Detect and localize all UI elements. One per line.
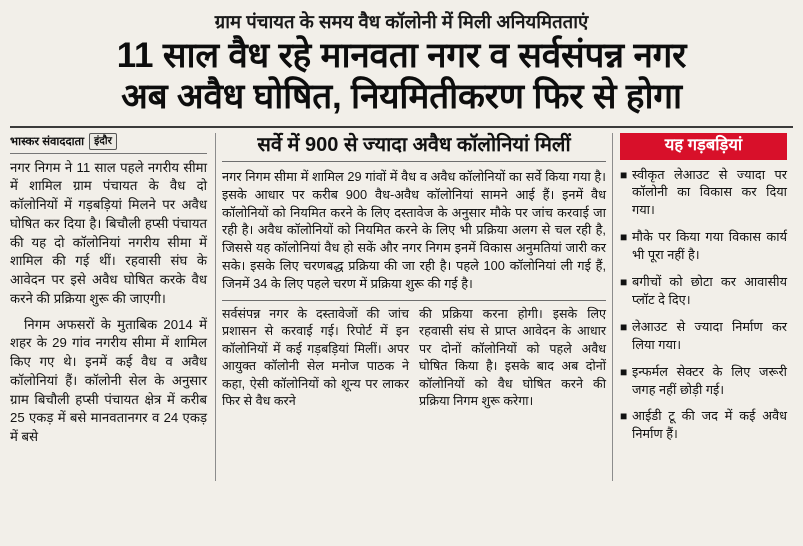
sub-headline: सर्वे में 900 से ज्यादा अवैध कॉलोनियां मिलीं bbox=[257, 133, 571, 156]
list-item bbox=[620, 318, 787, 354]
page-title bbox=[10, 35, 793, 118]
list-item bbox=[620, 407, 787, 443]
list-item-text: इन्फर्मल सेक्टर के लिए जरूरी जगह नहीं छोड़ी गई। bbox=[632, 363, 787, 397]
column-divider-left bbox=[215, 133, 216, 481]
middle-bottom-left-paragraph: सर्वसंपन्न नगर के दस्तावेजों की जांच प्रशासन से करवाई गई। रिपोर्ट में इन कॉलोनियों में कई गड़बड़ियां मिलीं। अपर आयुक्त कॉलोनी सेल मनोज पाठक ने कहा, ऐसी कॉलोनियों को शून्य पर लाकर फिर से वैध करने bbox=[222, 307, 409, 408]
sub-headline-divider bbox=[222, 161, 606, 162]
list-item-text: मौके पर किया गया विकास कार्य भी पूरा नहीं है। bbox=[632, 229, 787, 263]
headline-line-2: अब अवैध घोषित, नियमितीकरण फिर से होगा bbox=[121, 77, 682, 117]
header-divider bbox=[10, 126, 793, 128]
list-item bbox=[620, 228, 787, 264]
middle-bottom-right bbox=[419, 306, 606, 417]
middle-two-column-block bbox=[222, 306, 606, 417]
article-columns bbox=[10, 133, 793, 481]
middle-bottom-right-paragraph: की प्रक्रिया करना होगी। इसके लिए रहवासी संघ से प्राप्त आवेदन के आधार पर दोनों कॉलोनियों को पहले अवैध घोषित किया है। इसके बाद अब दोनों कॉलोनियों को वैध घोषित करने की प्रक्रिया निगम शुरू करेगा। bbox=[419, 307, 606, 408]
byline-city: इंदौर bbox=[89, 133, 117, 150]
middle-intro-block bbox=[222, 168, 606, 293]
kicker-text: ग्राम पंचायत के समय वैध कॉलोनी में मिली अनियमितताएं bbox=[214, 11, 589, 32]
headline-line-1: 11 साल वैध रहे मानवता नगर व सर्वसंपन्न नगर bbox=[116, 36, 687, 76]
square-bullet-icon: ■ bbox=[620, 364, 628, 379]
middle-block-divider bbox=[222, 300, 606, 301]
sidebar-list bbox=[620, 166, 787, 444]
left-paragraph-1: नगर निगम ने 11 साल पहले नगरीय सीमा में शामिल ग्राम पंचायत के वैध दो कॉलोनियों में गड़बड़ियां मिलने पर अवैध घोषित कर दिया है। बिचौली हप्सी पंचायत की यह दो कॉलोनियां नगरीय सीमा में शामिल की गई थीं। रहवासी संघ के आवेदन पर इसे अवैध घोषित करके वैध करने की प्रक्रिया शुरू की जाएगी। bbox=[10, 159, 207, 306]
left-paragraph-2: निगम अफसरों के मुताबिक 2014 में शहर के 29 गांव नगरीय सीमा में शामिल किए गए थे। इनमें कई वैध व अवैध कॉलोनियां हैं। कॉलोनी सेल के अनुसार ग्राम बिचौली हप्सी पंचायत क्षेत्र में करीब 25 एकड़ में बसे मानवतानगर व 24 एकड़ में बसे bbox=[10, 316, 207, 444]
list-item-text: बगीचों को छोटा कर आवासीय प्लॉट दे दिए। bbox=[632, 274, 787, 307]
square-bullet-icon: ■ bbox=[620, 409, 628, 424]
square-bullet-icon: ■ bbox=[620, 230, 628, 245]
middle-intro-paragraph: नगर निगम सीमा में शामिल 29 गांवों में वैध व अवैध कॉलोनियों का सर्वे किया गया है। इसके आधार पर करीब 900 वैध-अवैध कॉलोनियां सामने आई हैं। इनमें वैध कॉलोनियों को नियमित करने के लिए दस्तावेज के अनुसार मौके पर जांच करवाई जा रही है। अवैध कॉलोनियों को नियमित करने के लिए भी प्रक्रिया अलग से चल रही है, जिससे यह कॉलोनियां वैध हो सकें और नगर निगम इनमें विकास अनुमतियां जारी कर सके। इसके लिए चरणबद्ध प्रक्रिया की जा रही है। पहले 100 कॉलोनियां ली गई हैं, जिनमें 34 के लिए पहले चरण में प्रक्रिया शुरू की गई है। bbox=[222, 168, 606, 292]
square-bullet-icon: ■ bbox=[620, 319, 628, 334]
list-item bbox=[620, 363, 787, 399]
list-item bbox=[620, 166, 787, 220]
middle-column bbox=[222, 133, 612, 481]
list-item-text: आईडी टू की जद में कई अवैध निर्माण हैं। bbox=[632, 408, 787, 442]
byline-author: भास्कर संवाददाता bbox=[10, 135, 85, 148]
byline-divider bbox=[10, 153, 207, 154]
sidebar-title: यह गड़बड़ियां bbox=[620, 133, 787, 160]
sidebar bbox=[612, 133, 787, 481]
square-bullet-icon: ■ bbox=[620, 167, 628, 182]
list-item-text: लेआउट से ज्यादा निर्माण कर लिया गया। bbox=[632, 318, 787, 352]
left-column bbox=[10, 133, 215, 481]
byline bbox=[10, 133, 207, 150]
list-item bbox=[620, 273, 787, 309]
square-bullet-icon: ■ bbox=[620, 275, 628, 290]
middle-bottom-left bbox=[222, 306, 409, 417]
list-item-text: स्वीकृत लेआउट से ज्यादा पर कॉलोनी का विकास कर दिया गया। bbox=[632, 166, 787, 218]
